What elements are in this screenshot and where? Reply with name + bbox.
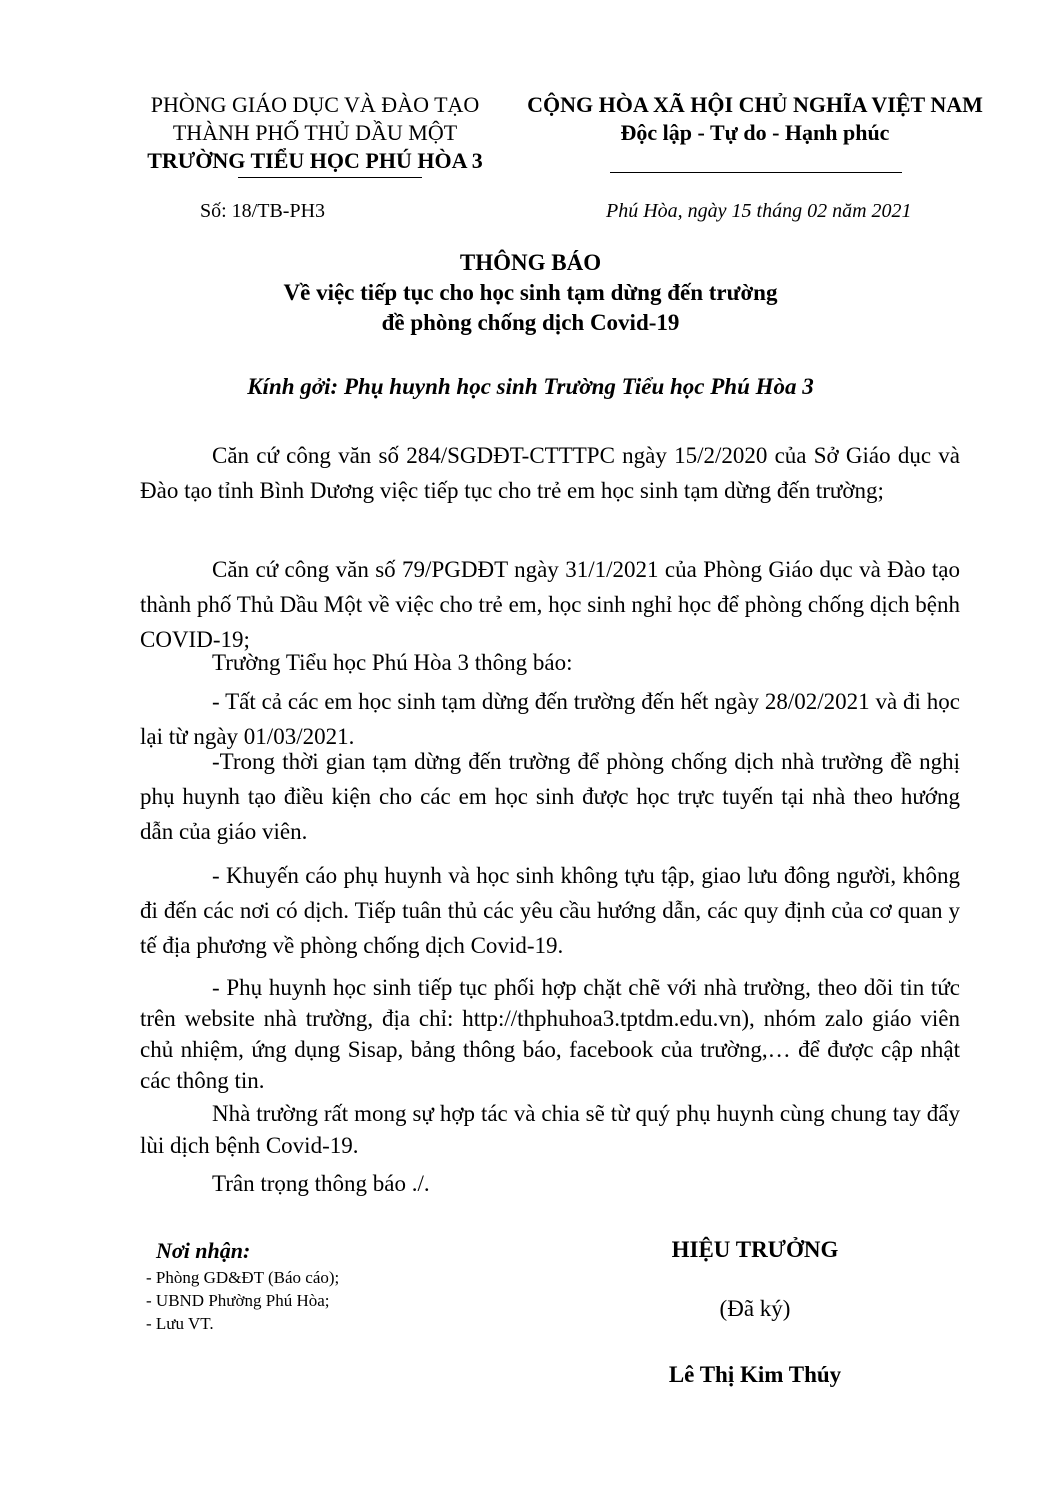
paragraph-7 [140, 972, 960, 1096]
national-title: CỘNG HÒA XÃ HỘI CHỦ NGHĨA VIỆT NAM [527, 92, 983, 117]
recipients-item: - Phòng GD&ĐT (Báo cáo); [146, 1268, 340, 1287]
doc-number: Số: 18/TB-PH3 [200, 200, 326, 222]
city-name: THÀNH PHỐ THỦ DẦU MỘT [172, 120, 458, 145]
paragraph-9-text: Trân trọng thông báo ./. [212, 1171, 430, 1196]
signer-role: HIỆU TRƯỞNG [671, 1237, 839, 1262]
paragraph-8-text: Nhà trường rất mong sự hợp tác và chia sẽ từ quý phụ huynh cùng chung tay đẩy lùi dịch bệnh Covid-19. [140, 1101, 960, 1158]
school-name: TRƯỜNG TIỂU HỌC PHÚ HÒA 3 [147, 148, 483, 173]
doc-subtitle-2: đề phòng chống dịch Covid-19 [381, 310, 680, 335]
paragraph-1 [140, 438, 960, 508]
motto-underline [610, 172, 902, 173]
signer-name: Lê Thị Kim Thúy [668, 1362, 842, 1387]
doc-subtitle-1: Về việc tiếp tục cho học sinh tạm dừng đến trường [283, 280, 778, 305]
paragraph-6 [140, 858, 960, 963]
recipients-item: - UBND Phường Phú Hòa; [146, 1291, 330, 1310]
recipient-line: Kính gởi: Phụ huynh học sinh Trường Tiểu học Phú Hòa 3 [247, 374, 814, 399]
paragraph-2 [140, 552, 960, 657]
paragraph-8 [140, 1098, 960, 1162]
national-motto: Độc lập - Tự do - Hạnh phúc [620, 120, 890, 145]
doc-title: THÔNG BÁO [459, 250, 602, 275]
paragraph-5 [140, 744, 960, 849]
recipients-item: - Lưu VT. [146, 1314, 214, 1333]
agency-name: PHÒNG GIÁO DỤC VÀ ĐÀO TẠO [150, 92, 480, 117]
paragraph-5-text: -Trong thời gian tạm dừng đến trường để phòng chống dịch nhà trường đề nghị phụ huynh tạo điều kiện cho các em học sinh được học trực tuyến tại nhà theo hướng dẫn của giáo viên. [140, 749, 960, 844]
paragraph-6-text: - Khuyến cáo phụ huynh và học sinh không tựu tập, giao lưu đông người, không đi đến các nơi có dịch. Tiếp tuân thủ các yêu cầu hướng dẫn, các quy định của cơ quan y tế địa phương về phòng chống dịch Covid-19. [140, 863, 960, 958]
recipients-heading: Nơi nhận: [156, 1238, 251, 1263]
date-place: Phú Hòa, ngày 15 tháng 02 năm 2021 [606, 200, 912, 222]
signature-status: (Đã ký) [719, 1296, 791, 1321]
paragraph-7-text: - Phụ huynh học sinh tiếp tục phối hợp chặt chẽ với nhà trường, theo dõi tin tức trên website nhà trường, địa chỉ: http://thphuhoa3.tptdm.edu.vn), nhóm zalo giáo viên chủ nhiệm, ứng dụng Sisap, bảng thông báo, facebook của trường,… để được cập nhật các thông tin. [140, 975, 960, 1093]
paragraph-9 [140, 1166, 960, 1201]
paragraph-4-text: - Tất cả các em học sinh tạm dừng đến trường đến hết ngày 28/02/2021 và đi học lại từ ngày 01/03/2021. [140, 689, 960, 749]
school-underline [238, 177, 422, 178]
paragraph-1-text: Căn cứ công văn số 284/SGDĐT-CTTTPC ngày 15/2/2020 của Sở Giáo dục và Đào tạo tỉnh Bình Dương việc tiếp tục cho trẻ em học sinh tạm dừng đến trường; [140, 443, 960, 503]
paragraph-2-text: Căn cứ công văn số 79/PGDĐT ngày 31/1/2021 của Phòng Giáo dục và Đào tạo thành phố Thủ Dầu Một về việc cho trẻ em, học sinh nghỉ học để phòng chống dịch bệnh COVID-19; [140, 557, 960, 652]
paragraph-3 [140, 645, 960, 680]
paragraph-3-text: Trường Tiểu học Phú Hòa 3 thông báo: [212, 650, 573, 675]
